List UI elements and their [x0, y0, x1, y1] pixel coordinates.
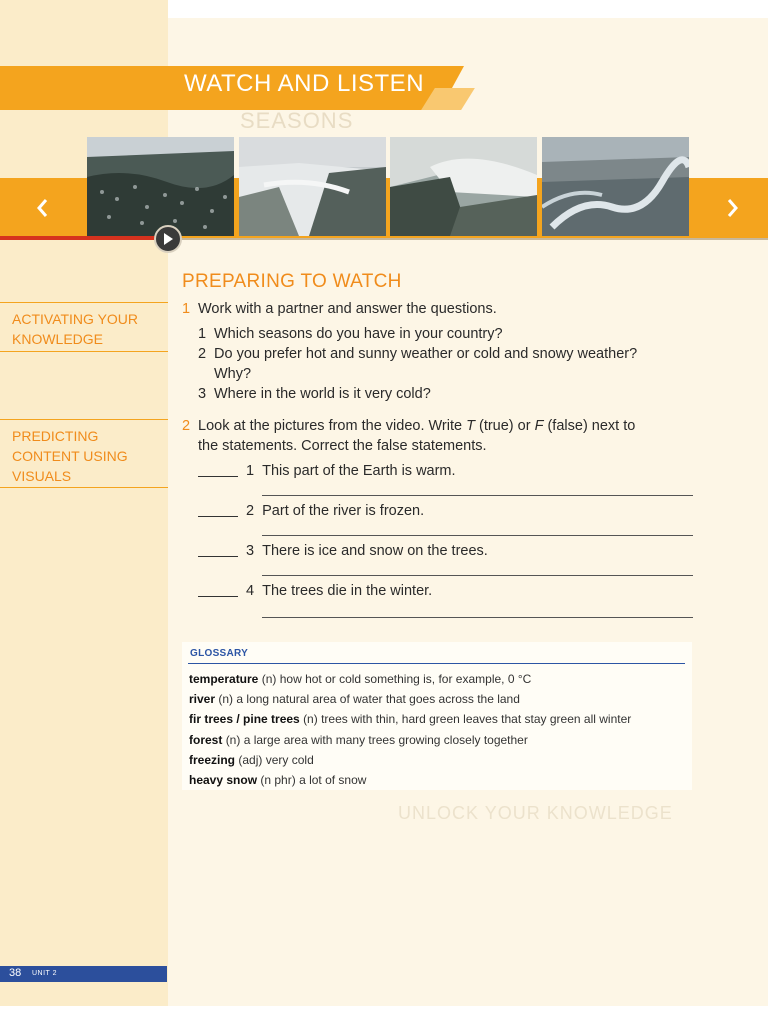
unit-label: UNIT 2	[32, 970, 58, 977]
page-number: 38	[9, 967, 22, 979]
exercise-instruction: Look at the pictures from the video. Write T (true) or F (false) next to	[198, 418, 636, 434]
chevron-left-icon	[35, 197, 49, 219]
question-text: Where in the world is it very cold?	[214, 386, 431, 402]
footer-bar	[0, 966, 167, 982]
sidebar-label-activating-knowledge: ACTIVATING YOUR KNOWLEDGE	[0, 302, 168, 352]
play-button[interactable]	[154, 225, 182, 253]
glossary-title: GLOSSARY	[190, 648, 249, 659]
thumbnail-forest-aerial[interactable]	[87, 137, 234, 236]
glossary-entry: freezing (adj) very cold	[189, 753, 314, 767]
background-watermark-text: SEASONS	[240, 108, 354, 133]
background-watermark-text: UNLOCK YOUR KNOWLEDGE	[398, 803, 673, 823]
glossary-entry: river (n) a long natural area of water that goes across the land	[189, 692, 520, 706]
exercise-instruction-continued: the statements. Correct the false statements.	[198, 438, 487, 454]
answer-blank[interactable]	[198, 516, 238, 517]
statement-row: 2 Part of the river is frozen.	[198, 501, 424, 521]
glossary-entry: fir trees / pine trees (n) trees with thin, hard green leaves that stay green all winter	[189, 712, 632, 726]
exercise-number: 1	[182, 301, 191, 317]
question-text: Do you prefer hot and sunny weather or cold and snowy weather?	[214, 346, 638, 362]
question-number: 3	[198, 386, 207, 402]
question-text-continued: Why?	[214, 366, 252, 382]
answer-blank[interactable]	[198, 556, 238, 557]
statement-row: 1 This part of the Earth is warm.	[198, 461, 456, 481]
correction-line[interactable]	[262, 617, 693, 618]
thumbnail-snowy-cliff[interactable]	[390, 137, 537, 236]
correction-line[interactable]	[262, 575, 693, 576]
correction-line[interactable]	[262, 535, 693, 536]
correction-line[interactable]	[262, 495, 693, 496]
glossary-divider	[188, 663, 685, 664]
next-button[interactable]	[713, 186, 753, 230]
play-icon	[163, 233, 173, 245]
sidebar-label-predicting-content: PREDICTING CONTENT USING VISUALS	[0, 419, 168, 488]
question-text: Which seasons do you have in your country?	[214, 326, 503, 342]
glossary-entry: forest (n) a large area with many trees growing closely together	[189, 733, 528, 747]
glossary-entry: heavy snow (n phr) a lot of snow	[189, 773, 367, 787]
exercise-number: 2	[182, 418, 191, 434]
answer-blank[interactable]	[198, 596, 238, 597]
thumbnail-winding-river[interactable]	[542, 137, 689, 236]
page-title: WATCH AND LISTEN	[184, 70, 425, 97]
bottom-margin	[0, 1006, 768, 1024]
question-number: 1	[198, 326, 207, 342]
chevron-right-icon	[726, 197, 740, 219]
question-number: 2	[198, 346, 207, 362]
section-heading: PREPARING TO WATCH	[182, 271, 402, 292]
statement-row: 3 There is ice and snow on the trees.	[198, 541, 488, 561]
statement-row: 4 The trees die in the winter.	[198, 581, 432, 601]
video-progress-bar	[0, 236, 160, 240]
glossary-entry: temperature (n) how hot or cold something is, for example, 0 °C	[189, 672, 532, 686]
exercise-instruction: Work with a partner and answer the questions.	[198, 301, 497, 317]
thumbnail-frozen-river[interactable]	[239, 137, 386, 236]
previous-button[interactable]	[22, 186, 62, 230]
answer-blank[interactable]	[198, 476, 238, 477]
video-track-line	[160, 238, 768, 240]
